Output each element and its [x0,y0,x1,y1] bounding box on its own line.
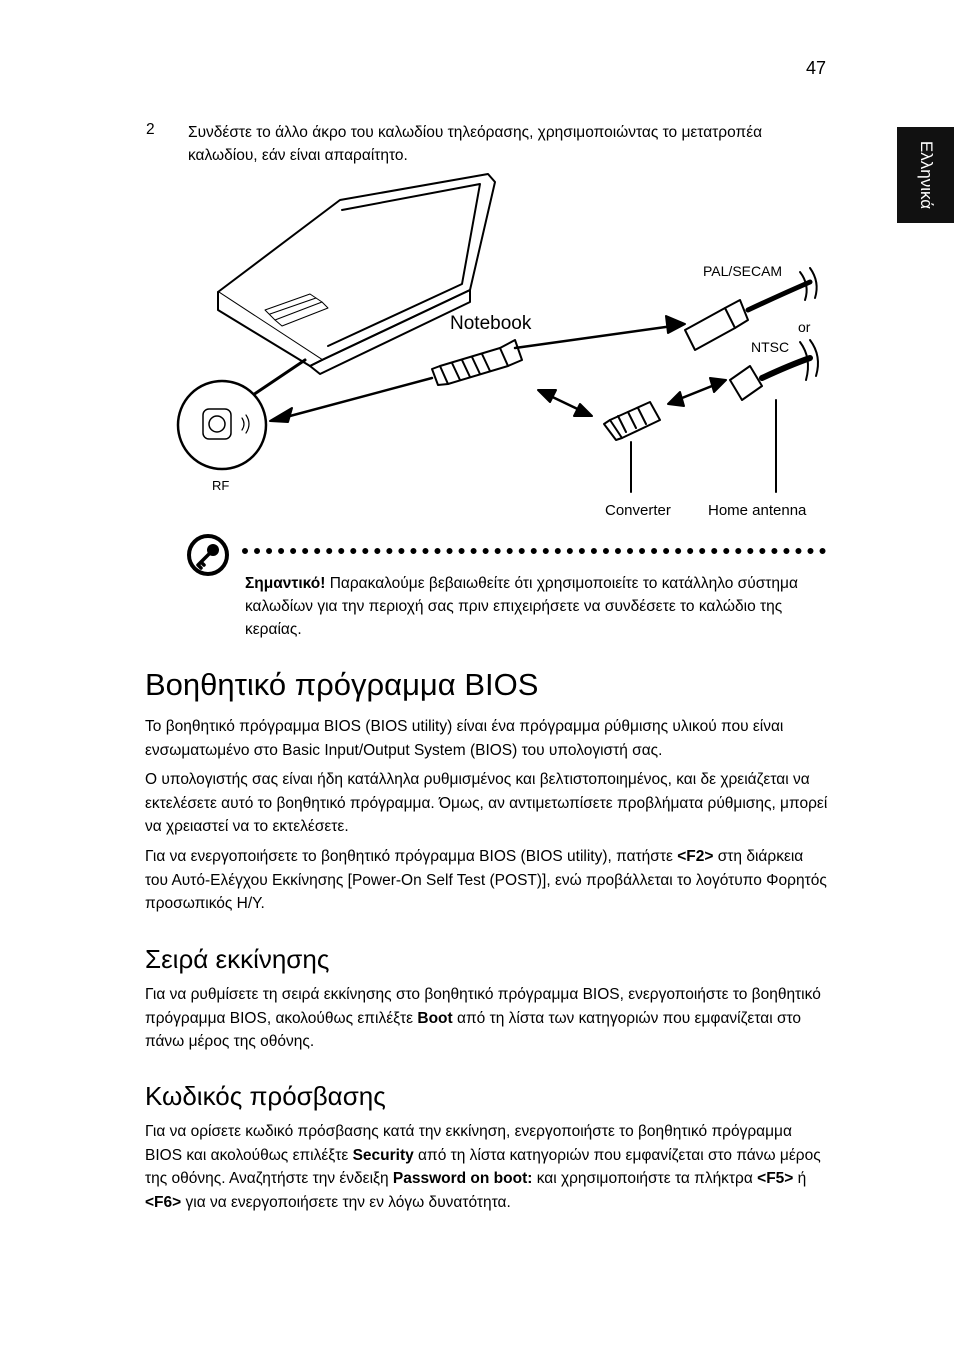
bios-paragraph-3 [145,845,830,916]
notebook-illustration [218,174,495,374]
password-text-d: ή [793,1170,807,1187]
password-text-e: για να ενεργοποιήσετε την εν λόγω δυνατότητα. [181,1193,511,1211]
security-keyword: Security [352,1146,414,1164]
password-text-a: Για να ορίσετε κωδικό πρόσβασης κατά την εκκίνηση, ενεργοποιήστε το βοηθητικό πρόγραμμα BIOS και ακολούθως επιλέξτε [145,1123,792,1164]
step-number: 2 [146,121,155,138]
bios-heading: Βοηθητικό πρόγραμμα BIOS [145,667,539,702]
page-number: 47 [806,58,827,78]
bios-paragraph-1: Το βοηθητικό πρόγραμμα BIOS (BIOS utility) είναι ένα πρόγραμμα ρύθμισης υλικού που είναι ενσωματωμένο στο Basic Input/Output System (BIOS) του υπολογιστή σας. [145,718,784,759]
note-label: Σημαντικό! [245,575,326,592]
home-antenna-label: Home antenna [708,502,807,519]
boot-text: Για να ρυθμίσετε τη σειρά εκκίνησης στο βοηθητικό πρόγραμμα BIOS, ενεργοποιήστε το βοηθητικό πρόγραμμα BIOS, ακολούθως επιλέξτε [145,986,821,1027]
f2-key: <F2> [677,848,714,865]
notebook-plug-illustration [432,340,522,385]
f5-key: <F5> [757,1170,794,1187]
password-on-boot-keyword: Password on boot: [392,1170,533,1187]
boot-text-end: από τη λίστα των κατηγοριών που εμφανίζεται στο πάνω μέρος της οθόνης. [145,1009,802,1050]
key-icon [186,533,230,577]
ntsc-label: NTSC [751,339,790,355]
password-heading: Κωδικός πρόσβασης [145,1081,386,1111]
rf-port-callout [178,381,266,469]
important-note [245,572,825,641]
rf-label: RF [212,478,230,493]
note-divider [242,548,826,554]
converter-label: Converter [605,502,671,519]
pal-connector-illustration [685,268,817,350]
converter-illustration [604,402,660,440]
boot-heading: Σειρά εκκίνησης [145,944,330,974]
language-tab-label: Ελληνικά [916,140,936,210]
bios-paragraph-2: Ο υπολογιστής σας είναι ήδη κατάλληλα ρυθμισμένος και βελτιστοποιημένος, και δε χρειάζεται να εκτελέσετε αυτό το βοηθητικό πρόγραμμα. Όμως, αν αντιμετωπίσετε προβλήματα ρύθμισης, μπορεί να χρειαστεί να το εκτελέσετε. [145,771,828,835]
boot-keyword: Boot [417,1009,453,1027]
note-text: Παρακαλούμε βεβαιωθείτε ότι χρησιμοποιείτε το κατάλληλο σύστημα καλωδίων για την περιοχή σας πριν επιχειρήσετε να συνδέσετε το καλώδιο της κεραίας. [245,575,798,638]
password-paragraph [145,1120,830,1214]
bios-p3-text: Για να ενεργοποιήσετε το βοηθητικό πρόγραμμα BIOS (BIOS utility), πατήστε [145,848,678,865]
password-text-b: από τη λίστα κατηγοριών που εμφανίζεται στο πάνω μέρος της οθόνης. Αναζητήστε την ένδειξη [145,1146,821,1187]
notebook-label: Notebook [450,313,532,334]
arrow-to-pal-connector [515,325,680,348]
tv-cable-connection-diagram [170,170,830,530]
boot-paragraph [145,983,830,1054]
step-text: Συνδέστε το άλλο άκρο του καλωδίου τηλεόρασης, χρησιμοποιώντας το μετατροπέα καλωδίου, εάν είναι απαραίτητο. [188,124,763,164]
or-label: or [798,319,811,335]
password-text-c: και χρησιμοποιήστε τα πλήκτρα [532,1170,758,1187]
language-tab [897,127,954,223]
bios-p3-text-end: στη διάρκεια του Αυτό-Ελέγχου Εκκίνησης [Power-On Self Test (POST)], ενώ προβάλλεται το λογότυπο Φορητός προσωπικός Η/Υ. [145,848,827,912]
f6-key: <F6> [145,1193,182,1211]
arrow-to-rf-port [275,378,432,420]
pal-secam-label: PAL/SECAM [703,263,783,279]
